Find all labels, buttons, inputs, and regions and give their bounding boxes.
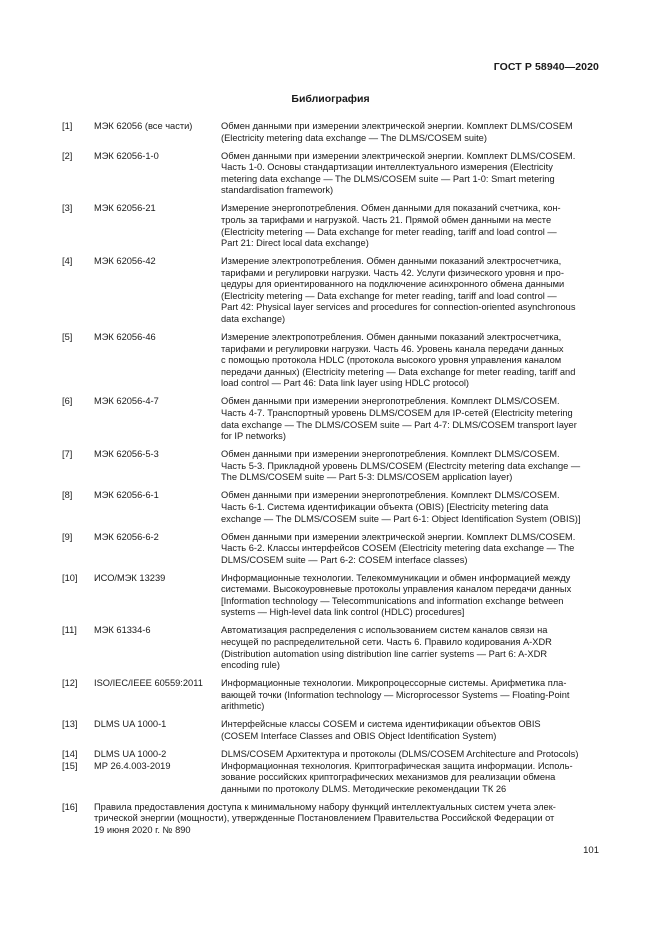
description-line: системами. Высокоуровневые протоколы управления каналом передачи данных	[221, 584, 572, 595]
description-line: Обмен данными при измерении энергопотребления. Комплект DLMS/COSEM.	[221, 449, 560, 460]
description-line: Part 21: Direct local data exchange)	[221, 238, 369, 249]
entry-description	[221, 761, 599, 796]
description-line: данными по протоколу DLMS. Методические рекомендации ТК 26	[221, 783, 507, 794]
description-line: Часть 6-1. Система идентификации объекта (OBIS) [Electricity metering data	[221, 501, 549, 512]
description-line: Автоматизация распределения с использованием систем каналов связи на	[221, 625, 548, 636]
entry-standard-id: МЭК 62056 (все части)	[94, 121, 193, 131]
entry-standard-id: МР 26.4.003-2019	[94, 760, 171, 771]
description-line: Правила предоставления доступа к минимальному набору функций интеллектуальных систем учета элек-	[94, 801, 556, 812]
description-line: Часть 4-7. Транспортный уровень DLMS/COSEM для IP-сетей (Electricity metering	[221, 408, 573, 419]
entry-description	[221, 396, 599, 442]
entry-standard-id: ИСО/МЭК 13239	[94, 572, 166, 583]
bibliography-entry	[62, 761, 599, 796]
entry-standard-id: DLMS UA 1000-1	[94, 719, 167, 730]
description-line: standardisation framework)	[221, 185, 334, 196]
description-line: data exchange)	[221, 314, 286, 325]
entry-standard-id: МЭК 62056-6-1	[94, 490, 159, 501]
entry-description	[221, 332, 599, 390]
entry-number: [2]	[62, 150, 73, 161]
entry-description	[221, 532, 599, 567]
entry-description	[221, 121, 599, 144]
description-line: тарифами и регулировки нагрузки. Часть 46. Уровень канала передачи данных	[221, 343, 564, 354]
bibliography-entry	[62, 151, 599, 197]
description-line: Измерение энергопотребления. Обмен данными для показаний счетчика, кон-	[221, 203, 561, 214]
description-line: [Information technology — Telecommunications and information exchange between	[221, 595, 564, 606]
entry-number: [11]	[62, 625, 77, 636]
entry-number: [14]	[62, 748, 78, 759]
bibliography-entry	[62, 203, 599, 249]
bibliography-entry	[62, 625, 599, 671]
entry-number: [8]	[62, 490, 73, 501]
entry-description	[221, 256, 599, 326]
entry-number: [16]	[62, 801, 78, 812]
description-line: data exchange — The DLMS/COSEM suite — Part 4-7: DLMS/COSEM transport layer	[221, 419, 577, 430]
entry-description	[221, 151, 599, 197]
description-line: Измерение электропотребления. Обмен данными показаний электросчетчика,	[221, 332, 562, 343]
entry-standard-id: МЭК 62056-1-0	[94, 150, 159, 161]
entry-description	[221, 719, 599, 742]
bibliography-entry	[62, 719, 599, 742]
description-line: Часть 6-2. Классы интерфейсов COSEM (Electricity metering data exchange — The	[221, 543, 575, 554]
description-line: load control — Part 46: Data link layer using HDLC protocol)	[221, 378, 470, 389]
description-line: (Electricity metering — Data exchange for meter reading, tariff and load control —	[221, 226, 557, 237]
entry-number: [6]	[62, 396, 73, 407]
description-line: троль за тарифами и нагрузкой. Часть 21. Прямой обмен данными на месте	[221, 214, 552, 225]
entry-number: [4]	[62, 256, 73, 267]
description-line: Интерфейсные классы COSEM и система идентификации объектов OBIS	[221, 719, 541, 730]
page-title: Библиография	[291, 93, 370, 105]
description-line: (Electricity metering — Data exchange for meter reading, tariff and load control —	[221, 290, 557, 301]
description-line: Обмен данными при измерении электрической энергии. Комплект DLMS/COSEM	[221, 121, 573, 131]
description-line: for IP networks)	[221, 431, 286, 442]
entry-standard-id: МЭК 62056-4-7	[94, 396, 159, 407]
entry-standard-id: МЭК 62056-46	[94, 332, 156, 343]
entry-standard-id: МЭК 62056-42	[94, 256, 156, 267]
page-number: 101	[583, 845, 599, 856]
description-line: Информационные технологии. Микропроцессорные системы. Арифметика пла-	[221, 678, 567, 689]
entry-description	[221, 490, 599, 525]
description-line: Обмен данными при измерении электрической энергии. Комплект DLMS/COSEM.	[221, 150, 576, 161]
entry-number: [7]	[62, 449, 73, 460]
description-line: Часть 5-3. Прикладной уровень DLMS/COSEM (Electrcity metering data exchange —	[221, 460, 581, 471]
bibliography-entry	[62, 121, 599, 144]
entry-number: [12]	[62, 678, 78, 689]
description-line: arithmetic)	[221, 701, 265, 712]
entry-description	[221, 449, 599, 484]
document-standard-number: ГОСТ Р 58940—2020	[493, 61, 599, 73]
description-line: Часть 1-0. Основы стандартизации интеллектуального измерения (Electricity	[221, 162, 553, 173]
entry-standard-id: DLMS UA 1000-2	[94, 748, 167, 759]
description-line: DLMS/COSEM Архитектура и протоколы (DLMS/COSEM Architecture and Protocols)	[221, 748, 579, 759]
entry-number: [10]	[62, 572, 78, 583]
entry-number: [15]	[62, 760, 78, 771]
entry-standard-id: МЭК 61334-6	[94, 625, 151, 636]
entry-description	[221, 573, 599, 619]
bibliography-entry	[62, 490, 599, 525]
bibliography-entry	[62, 573, 599, 619]
bibliography-entry	[62, 802, 599, 837]
description-line: systems — High-level data link control (HDLC) procedures]	[221, 607, 465, 618]
description-line: трической энергии (мощности), утвержденные Постановлением Правительства Российской Федерации от	[94, 813, 555, 824]
bibliography-list	[62, 121, 599, 843]
description-line: зование российских криптографических механизмов для реализации обмена	[221, 772, 556, 783]
description-line: (COSEM Interface Classes and OBIS Object Identification System)	[221, 731, 497, 741]
entry-number: [5]	[62, 332, 73, 343]
description-line: тарифами и регулировки нагрузки. Часть 42. Услуги физического уровня и про-	[221, 267, 564, 278]
entry-standard-id: МЭК 62056-5-3	[94, 449, 159, 460]
description-line: с помощью протокола HDLC (протокола высокого уровня управления каналом	[221, 355, 562, 366]
description-line: цедуры для ориентированного на подключение асинхронного обмена данными	[221, 279, 565, 290]
entry-description	[221, 203, 599, 249]
description-line: Информационные технологии. Телекоммуникации и обмен информацией между	[221, 572, 571, 583]
description-line: 19 июня 2020 г. № 890	[94, 824, 191, 835]
bibliography-entry	[62, 449, 599, 484]
bibliography-entry	[62, 749, 599, 761]
entry-description	[94, 802, 599, 837]
entry-description	[221, 625, 599, 671]
bibliography-entry	[62, 532, 599, 567]
entry-standard-id: МЭК 62056-6-2	[94, 531, 159, 542]
description-line: DLMS/COSEM suite — Part 6-2: COSEM interface classes)	[221, 554, 468, 565]
description-line: The DLMS/COSEM suite — Part 5-3: DLMS/COSEM application layer)	[221, 472, 513, 483]
description-line: encoding rule)	[221, 660, 280, 671]
entry-description	[221, 749, 599, 761]
entry-standard-id: МЭК 62056-21	[94, 203, 156, 214]
description-line: Информационная технология. Криптографическая защита информации. Исполь-	[221, 760, 573, 771]
bibliography-entry	[62, 396, 599, 442]
description-line: Обмен данными при измерении энергопотребления. Комплект DLMS/COSEM.	[221, 490, 560, 501]
description-line: вающей точки (Information technology — Microprocessor Systems — Floating-Point	[221, 689, 570, 700]
entry-number: [9]	[62, 531, 73, 542]
description-line: Измерение электропотребления. Обмен данными показаний электросчетчика,	[221, 256, 562, 267]
entry-number: [1]	[62, 121, 73, 131]
description-line: Обмен данными при измерении электрической энергии. Комплект DLMS/COSEM.	[221, 531, 576, 542]
entry-number: [3]	[62, 203, 73, 214]
entry-description	[221, 678, 599, 713]
entry-number: [13]	[62, 719, 78, 730]
description-line: передачи данных) (Electricity metering — Data exchange for meter reading, tariff and	[221, 366, 576, 377]
bibliography-entry	[62, 256, 599, 326]
description-line: metering data exchange — The DLMS/COSEM suite — Part 1-0: Smart metering	[221, 173, 555, 184]
bibliography-entry	[62, 332, 599, 390]
description-line: несущей по распределительной сети. Часть 6. Правило кодирования A-XDR	[221, 637, 552, 648]
description-line: Обмен данными при измерении энергопотребления. Комплект DLMS/COSEM.	[221, 396, 560, 407]
bibliography-entry	[62, 678, 599, 713]
entry-standard-id: ISO/IEC/IEEE 60559:2011	[94, 678, 203, 689]
description-line: exchange — The DLMS/COSEM suite — Part 6-1: Object Identification System (OBIS)]	[221, 513, 581, 524]
description-line: Part 42: Physical layer services and procedures for connection-oriented asynchronous	[221, 302, 576, 313]
description-line: (Electricity metering data exchange — The DLMS/COSEM suite)	[221, 132, 487, 143]
description-line: (Distribution automation using distribution line carrier systems — Part 6: A-XDR	[221, 648, 548, 659]
